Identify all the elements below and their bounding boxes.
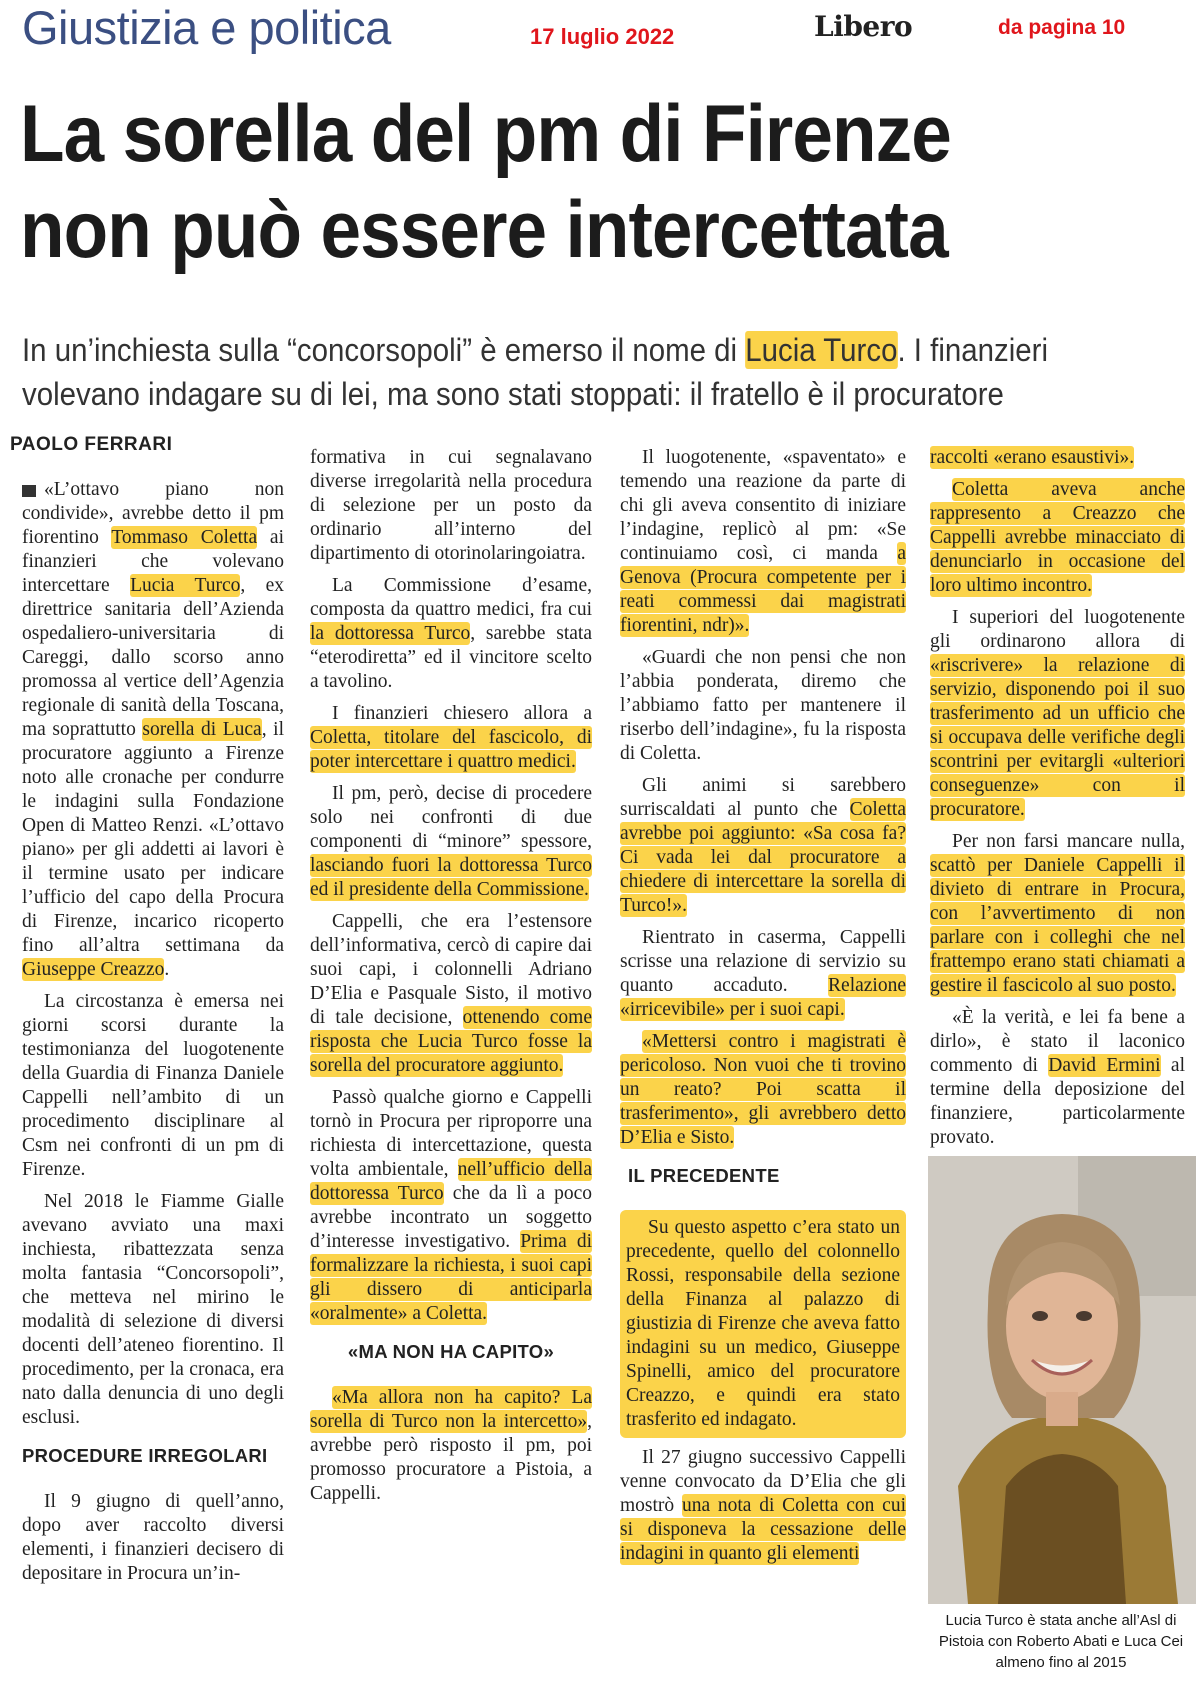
portrait-photo [928, 1156, 1196, 1604]
headline-line-1: La sorella del pm di Firenze [20, 89, 951, 179]
highlight: Tommaso Coletta [111, 527, 258, 548]
paragraph: Passò qualche giorno e Cappelli tornò in Procura per riproporre una richiesta di intercettazione, questa volta ambientale, nell’ufficio della dottoressa Turco che da lì a poco avrebbe incontrato un soggetto d’interesse investigativo. Prima di formalizzare la richiesta, i suoi capi gli dissero di anticiparla «oralmente» a Coletta. [310, 1087, 593, 1324]
paragraph: Il luogotenente, «spaventato» e temendo una reazione da parte di chi gli aveva consentito di iniziare l’indagine, replicò al pm: «Se continuiamo così, ci manda a Genova (Procura competente per i reati commessi dai magistrati fiorentini, ndr)». [620, 447, 906, 636]
highlight: David Ermini [1048, 1055, 1161, 1076]
paragraph: «L’ottavo piano non condivide», avrebbe detto il pm fiorentino Tommaso Coletta ai finanzieri che volevano intercettare Lucia Turco, ex direttrice sanitaria dell’Azienda ospedaliero-universitaria di Careggi, dallo scorso anno promossa al vertice dell’Agenzia regionale di sanità della Toscana, ma soprattutto sorella di Luca, il procuratore aggiunto a Firenze noto alle cronache per condurre le indagini sulla Fondazione Open di Matteo Renzi. «L’ottavo piano» per gli addetti ai lavori è il termine usato per indicare l’ufficio del capo della Procura di Firenze, incarico ricoperto fino all’altra settimana da Giuseppe Creazzo. [22, 479, 285, 980]
highlight: la dottoressa Turco [310, 623, 471, 644]
highlight: ottenendo come risposta che Lucia Turco fosse la sorella del procuratore aggiunto. [310, 1007, 593, 1076]
highlighted-paragraph: Su questo aspetto c’era stato un precedente, quello del colonnello Rossi, responsabile della sezione della Finanza al palazzo di giustizia di Firenze che aveva fatto indagini su un medico, Giuseppe Spinelli, amico del procuratore Creazzo, e quindi era stato trasferito ed indagato. [620, 1210, 906, 1438]
highlight: Coletta, titolare del fascicolo, di poter intercettare i quattro medici. [310, 727, 592, 772]
highlight: Lucia Turco [745, 332, 898, 368]
headline-line-2: non può essere intercettata [20, 185, 948, 275]
article-column-4 [930, 446, 1185, 1158]
highlight: nell’ufficio della dottoressa Turco [310, 1159, 592, 1204]
paragraph: Rientrato in caserma, Cappelli scrisse una relazione di servizio su quanto accaduto. Relazione «irricevibile» per i suoi capi. [620, 927, 906, 1020]
subheading: PROCEDURE IRREGOLARI [22, 1445, 268, 1466]
headline [20, 86, 1082, 278]
highlight: raccolti «erano esaustivi». [930, 447, 1135, 468]
highlight: «Mettersi contro i magistrati è pericoloso. Non vuoi che ti trovino un reato? Poi scatta il trasferimento», gli avrebbero detto D’Elia e Sisto. [620, 1031, 906, 1148]
highlight: a Genova (Procura competente per i reati commessi dai magistrati fiorentini, ndr)». [620, 543, 906, 636]
paragraph: formativa in cui segnalavano diverse irregolarità nella procedura di selezione per un posto da ordinario all’interno del dipartimento di otorinolaringoiatra. [310, 447, 592, 564]
subheadline [22, 328, 1108, 416]
highlight: Coletta avrebbe poi aggiunto: «Sa cosa fa? Ci vada lei dal procuratore a chiedere di intercettare la sorella di Turco!». [620, 799, 906, 916]
paragraph: Il 27 giugno successivo Cappelli venne convocato da D’Elia che gli mostrò una nota di Coletta con cui si disponeva la cessazione delle indagini in quanto gli elementi [620, 1447, 907, 1564]
portrait-illustration [928, 1156, 1196, 1604]
paragraph: «Ma allora non ha capito? La sorella di Turco non la intercetto», avrebbe però risposto il pm, poi promosso procuratore a Pistoia, a Cappelli. [310, 1387, 592, 1504]
subheading: «MA NON HA CAPITO» [347, 1341, 555, 1362]
paragraph [930, 478, 1185, 598]
highlight: Relazione «irricevibile» per i suoi capi. [620, 975, 906, 1020]
lead-square-icon [22, 485, 36, 497]
paragraph: «È la verità, e lei fa bene a dirlo», è stato il laconico commento di David Ermini al termine della deposizione del finanziere, particolarmente provato. [930, 1007, 1185, 1148]
paragraph [620, 1030, 906, 1150]
paragraph: «Guardi che non pensi che non l’abbia ponderata, diremo che l’abbiamo fatto per mantenere il riserbo dell’indagine», fu la risposta di Coletta. [620, 647, 906, 764]
paragraph: Per non farsi mancare nulla, scattò per Daniele Cappelli il divieto di entrare in Procura, con l’avvertimento di non parlare con i colleghi che nel frattempo erano stati chiamati a gestire il fascicolo al suo posto. [930, 831, 1185, 996]
highlight: Coletta aveva anche rappresento a Creazzo che Cappelli avrebbe minacciato di denunciarlo in occasione del loro ultimo incontro. [930, 479, 1185, 596]
highlight: «Ma allora non ha capito? La sorella di Turco non la intercetto» [310, 1387, 592, 1432]
byline: PAOLO FERRARI [10, 434, 173, 455]
highlight: scattò per Daniele Cappelli il divieto di entrare in Procura, con l’avvertimento di non parlare con i colleghi che nel frattempo erano stati chiamati a gestire il fascicolo al suo posto. [930, 855, 1185, 996]
highlight: Lucia Turco [130, 575, 241, 596]
paragraph: La Commissione d’esame, composta da quattro medici, fra cui la dottoressa Turco, sarebbe stata “eterodiretta” ed il vincitore scelto a tavolino. [310, 575, 592, 692]
paragraph: Cappelli, che era l’estensore dell’informativa, cercò di capire dai suoi capi, i colonnelli Adriano D’Elia e Pasquale Sisto, il motivo di tale decisione, ottenendo come risposta che Lucia Turco fosse la sorella del procuratore aggiunto. [310, 911, 593, 1076]
publication-date: 17 luglio 2022 [530, 24, 675, 49]
paragraph: Gli animi si sarebbero surriscaldati al punto che Coletta avrebbe poi aggiunto: «Sa cosa fa? Ci vada lei dal procuratore a chiedere di intercettare la sorella di Turco!». [620, 775, 906, 916]
subheading: IL PRECEDENTE [628, 1165, 780, 1186]
highlight: Prima di formalizzare la richiesta, i suoi capi gli dissero di anticiparla «oralmente» a Coletta. [310, 1231, 593, 1324]
highlight: «riscrivere» la relazione di servizio, disponendo poi il suo trasferimento ad un ufficio che si occupava delle verifiche degli scontrini per evitargli «ulteriori conseguenze» con il procuratore. [930, 655, 1185, 820]
paragraph: Nel 2018 le Fiamme Gialle avevano avviato una maxi inchiesta, ribattezzata senza molta fantasia “Concorsopoli”, che metteva nel mirino le modalità di selezione di diversi docenti dell’ateneo fiorentino. Il procedimento, per la cronaca, era nato dalla denuncia di uno degli esclusi. [22, 1191, 284, 1428]
photo-caption: Lucia Turco è stata anche all’Asl di Pistoia con Roberto Abati e Luca Cei almeno fino al 2015 [938, 1612, 1184, 1671]
source-page: da pagina 10 [998, 16, 1126, 39]
highlight: lasciando fuori la dottoressa Turco ed il presidente della Commissione. [310, 855, 592, 900]
paragraph: I superiori del luogotenente gli ordinarono allora di «riscrivere» la relazione di servizio, disponendo poi il suo trasferimento ad un ufficio che si occupava delle verifiche degli scontrini per evitargli «ulteriori conseguenze» con il procuratore. [930, 607, 1185, 820]
paragraph: La circostanza è emersa nei giorni scorsi durante la testimonianza del luogotenente della Guardia di Finanza Daniele Cappelli nell’ambito di un procedimento disciplinare al Csm nei confronti di un pm di Firenze. [22, 991, 284, 1180]
article-column-1 [22, 478, 284, 1594]
highlight: Giuseppe Creazzo [22, 959, 165, 980]
highlight: sorella di Luca [142, 719, 262, 740]
subheadline-line-1: In un’inchiesta sulla “concorsopoli” è emerso il nome di Lucia Turco. I finanzieri [22, 332, 1048, 368]
article-column-3 [620, 446, 906, 1574]
paragraph [930, 446, 1185, 470]
highlight: una nota di Coletta con cui si disponeva la cessazione delle indagini in quanto gli elementi [620, 1495, 907, 1564]
paragraph: Il 9 giugno di quell’anno, dopo aver raccolto diversi elementi, i finanzieri decisero di depositare in Procura un’in- [22, 1491, 284, 1584]
paragraph: Il pm, però, decise di procedere solo nei confronti di due componenti di “minore” spessore, lasciando fuori la dottoressa Turco ed il presidente della Commissione. [310, 783, 592, 900]
paragraph: I finanzieri chiesero allora a Coletta, titolare del fascicolo, di poter intercettare i quattro medici. [310, 703, 592, 772]
newspaper-logo: Libero [814, 10, 913, 43]
article-column-2 [310, 446, 592, 1514]
subheadline-line-2: volevano indagare su di lei, ma sono stati stoppati: il fratello è il procuratore [22, 376, 1004, 412]
section-title: Giustizia e politica [22, 1, 391, 54]
